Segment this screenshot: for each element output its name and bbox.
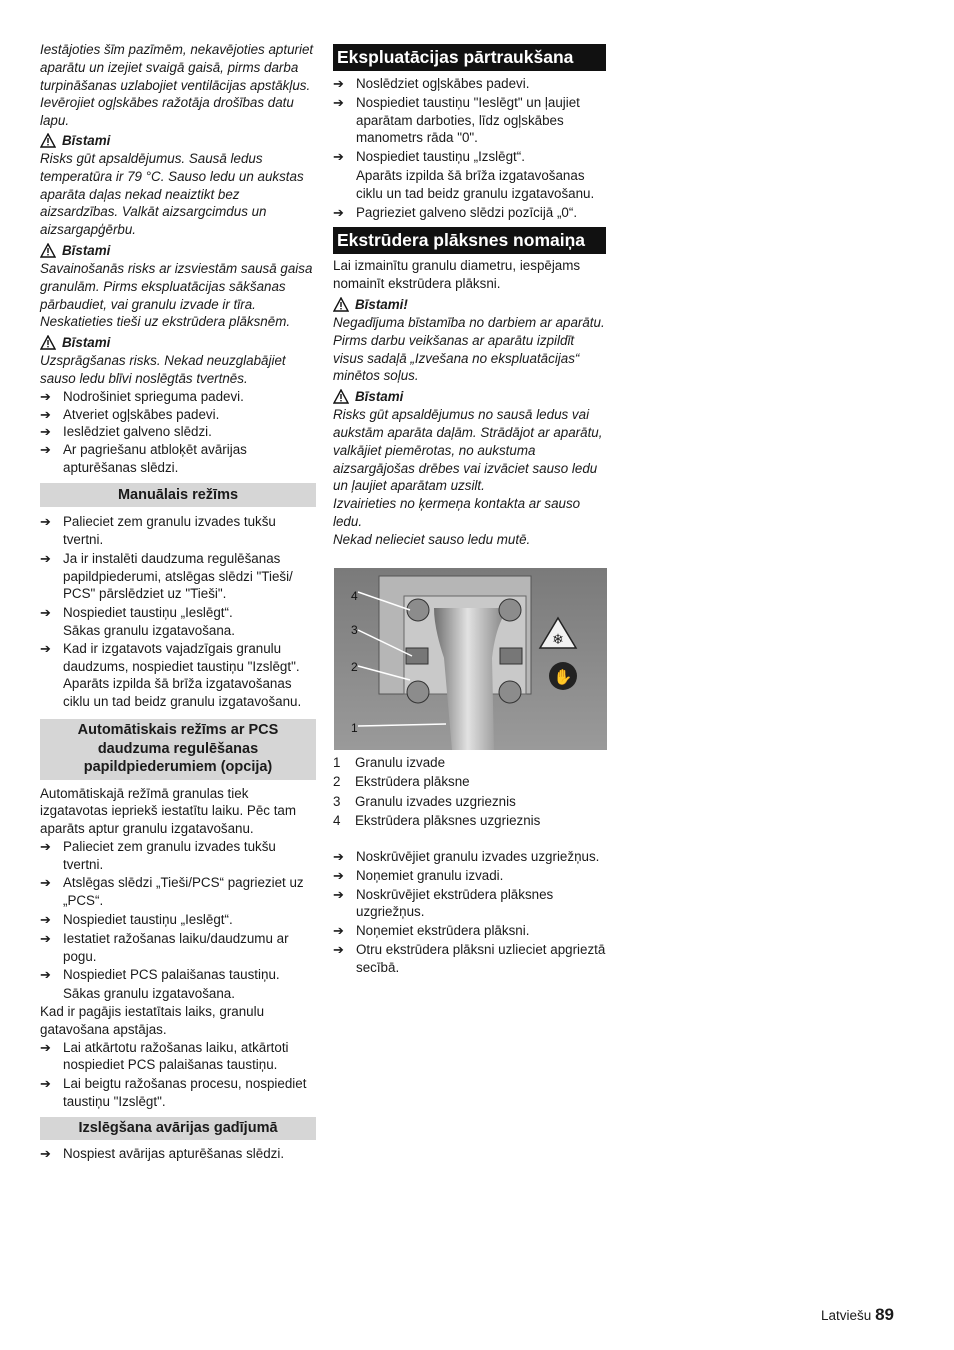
right-column (333, 0, 608, 549)
list-item: ➔ Noņemiet granulu izvadi. (333, 867, 504, 883)
warning-heading (40, 131, 316, 150)
list-item: ➔ Atslēgas slēdzi „Tieši/PCS“ pagrieziet uz „PCS“. (40, 875, 304, 909)
list-item: ➔ Nospiediet PCS palaišanas taustiņu. (40, 967, 280, 983)
intro-paragraph-2: Ievērojiet ogļskābes ražotāja drošības datu lapu. (40, 95, 294, 129)
page-number: 89 (875, 1305, 894, 1324)
warning-text-3: Nekad nelieciet sauso ledu mutē. (333, 531, 531, 547)
list-item: ➔ Atveriet ogļskābes padevi. (40, 406, 220, 422)
list-item: ➔ Noskrūvējiet granulu izvades uzgriežņus. (333, 849, 600, 864)
list-item: ➔ Noņemiet ekstrūdera plāksni. (333, 923, 530, 939)
warning-label: Bīstami! (355, 296, 408, 312)
warning-triangle-icon (333, 297, 349, 312)
arrow-right-icon: ➔ (333, 149, 344, 165)
list-item: ➔ Lai beigtu ražošanas procesu, nospiediet taustiņu "Izslēgt". (40, 1076, 307, 1110)
warning-text: Risks gūt apsaldējumus no sausā ledus vai aukstām aparāta daļām. Strādājot ar aparātu, valkājiet piemērotas, no aukstuma aizsargājošas drēbes vai izvāciet sauso ledu un ļaujiet aparātam uzsilt. (333, 407, 603, 494)
callout-2: 2 (351, 660, 358, 674)
warning-text: Negadījuma bīstamība no darbiem ar aparātu. Pirms darbu veikšanas ar aparātu izpildīt visus sadaļā „Izvešana no ekspluatācijas“ minētos soļus. (333, 314, 605, 384)
arrow-right-icon: ➔ (333, 204, 344, 220)
callout-4: 4 (351, 589, 358, 603)
warning-heading (40, 241, 316, 260)
callout-3: 3 (351, 623, 358, 637)
arrow-right-icon: ➔ (333, 849, 344, 864)
replacement-steps (333, 848, 608, 977)
legend-item: 2 Ekstrūdera plāksne (333, 774, 470, 790)
arrow-right-icon: ➔ (333, 76, 344, 91)
warning-label: Bīstami (62, 242, 111, 258)
list-item: ➔ Noslēdziet ogļskābes padevi. (333, 76, 530, 91)
photo-legend (333, 753, 608, 831)
list-item: ➔ Nospiediet taustiņu "Ieslēgt" un ļaujiet aparātam darboties, līdz ogļskābes manometrs rāda "0". (333, 94, 580, 146)
warning-triangle-icon (333, 389, 349, 404)
arrow-right-icon: ➔ (333, 886, 344, 902)
warning-text-2: Izvairieties no ķermeņa kontakta ar sauso ledu. (333, 496, 581, 529)
arrow-right-icon: ➔ (40, 912, 51, 928)
warning-heading (40, 333, 316, 352)
list-item: ➔ Ar pagriešanu atbloķēt avārijas apturēšanas slēdzi. (40, 442, 247, 475)
warning-label: Bīstami (355, 389, 404, 405)
arrow-right-icon: ➔ (333, 923, 344, 939)
list-item: ➔ Palieciet zem granulu izvades tukšu tvertni. (40, 838, 276, 872)
warning-label: Bīstami (62, 335, 111, 351)
legend-item: 1 Granulu izvade (333, 755, 446, 770)
arrow-right-icon: ➔ (40, 1146, 51, 1162)
result-note: Sākas granulu izgatavošana. (63, 986, 235, 1002)
list-item: ➔ Palieciet zem granulu izvades tukšu tvertni. (40, 514, 276, 548)
svg-text:❄: ❄ (552, 632, 564, 648)
legend-item: 3 Granulu izvades uzgrieznis (333, 793, 516, 809)
list-item: ➔ Ieslēdziet galveno slēdzi. (40, 424, 212, 440)
arrow-right-icon: ➔ (40, 1076, 51, 1092)
arrow-right-icon: ➔ (40, 640, 51, 656)
arrow-right-icon: ➔ (40, 967, 51, 983)
arrow-right-icon: ➔ (40, 605, 51, 621)
arrow-right-icon: ➔ (40, 875, 51, 891)
callout-1: 1 (351, 721, 358, 735)
arrow-right-icon: ➔ (40, 424, 51, 440)
arrow-right-icon: ➔ (40, 406, 51, 422)
result-note: Aparāts izpilda šā brīža izgatavošanas ciklu un tad beidz granulu izgatavošanu. (63, 676, 302, 710)
warning-text: Uzsprāgšanas risks. Nekad neuzglabājiet sauso ledu blīvi noslēgtās tvertnēs. (40, 353, 286, 386)
section-heading-manual: Manuālais režīms (40, 483, 316, 508)
arrow-right-icon: ➔ (40, 514, 51, 530)
arrow-right-icon: ➔ (40, 1039, 51, 1055)
auto-paragraph: Automātiskajā režīmā granulas tiek izgatavotas iepriekš iestatītu laiku. Pēc tam aparāts aptur granulu izgatavošanu. (40, 785, 297, 837)
list-item: ➔ Nodrošiniet sprieguma padevi. (40, 388, 244, 404)
section-heading-emergency: Izslēgšana avārijas gadījumā (40, 1117, 316, 1141)
extruder-photo (334, 568, 607, 750)
footer-language: Latviešu (821, 1308, 872, 1323)
arrow-right-icon: ➔ (40, 388, 51, 404)
warning-text: Risks gūt apsaldējumus. Sausā ledus temperatūra ir 79 °C. Sauso ledu un aukstas aparāta daļas nekad neaiztikt bez aizsardzības. Valkāt aizsargcimdus un aizsargapģērbu. (40, 150, 304, 238)
list-item: ➔ Otru ekstrūdera plāksni uzlieciet apgrieztā secībā. (333, 941, 606, 975)
arrow-right-icon: ➔ (40, 838, 51, 854)
list-item: ➔ Nospiediet taustiņu „Ieslēgt“. (40, 605, 233, 621)
list-item: ➔ Nospiediet taustiņu „Ieslēgt“. (40, 912, 233, 928)
list-item: ➔ Nospiediet taustiņu „Izslēgt“. (333, 149, 525, 165)
warning-heading (333, 387, 608, 406)
section-heading-extruder: Ekstrūdera plāksnes nomaiņa (333, 227, 606, 254)
result-note: Sākas granulu izgatavošana. (63, 623, 235, 639)
arrow-right-icon: ➔ (40, 442, 51, 458)
auto-paragraph-2: Kad ir pagājis iestatītais laiks, granulu gatavošana apstājas. (40, 1004, 265, 1037)
extruder-photo-drawing (334, 568, 607, 750)
list-item: ➔ Iestatiet ražošanas laiku/daudzumu ar pogu. (40, 930, 289, 964)
svg-text:✋: ✋ (553, 668, 573, 686)
list-item: ➔ Ja ir instalēti daudzuma regulēšanas papildpiederumi, atslēgas slēdzi "Tieši/ PCS" pārslēdziet uz "Tieši". (40, 550, 293, 602)
left-column (40, 0, 316, 1163)
arrow-right-icon: ➔ (333, 94, 344, 110)
section-heading-decommission: Ekspluatācijas pārtraukšana (333, 44, 606, 71)
warning-triangle-icon (40, 243, 56, 258)
warning-triangle-icon (40, 335, 56, 350)
warning-text: Savainošanās risks ar izsviestām sausā gaisa granulām. Pirms ekspluatācijas sākšanas pārbaudiet, vai granulu izvade ir tīra. Neskatieties tieši uz ekstrūdera plāksnēm. (40, 260, 313, 330)
arrow-right-icon: ➔ (333, 941, 344, 957)
extruder-paragraph: Lai izmainītu granulu diametru, iespējams nomainīt ekstrūdera plāksni. (333, 258, 581, 292)
list-item: ➔ Kad ir izgatavots vajadzīgais granulu daudzums, nospiediet taustiņu "Izslēgt". (40, 640, 300, 674)
warning-label: Bīstami (62, 132, 111, 148)
intro-paragraph: Iestājoties šīm pazīmēm, nekavējoties apturiet aparātu un izejiet svaigā gaisā, pirms darba turpināšanas uzlabojiet ventilācijas apstākļus. (40, 42, 314, 93)
section-heading-auto: Automātiskais režīms ar PCS daudzuma regulēšanas papildpiederumiem (opcija) (40, 719, 316, 780)
page-footer (821, 1305, 894, 1325)
result-note: Aparāts izpilda šā brīža izgatavošanas ciklu un tad beidz granulu izgatavošanu. (356, 167, 595, 201)
list-item: ➔ Lai atkārtotu ražošanas laiku, atkārtoti nospiediet PCS palaišanas taustiņu. (40, 1039, 289, 1073)
arrow-right-icon: ➔ (333, 867, 344, 883)
warning-heading (333, 295, 608, 314)
arrow-right-icon: ➔ (40, 550, 51, 566)
list-item: ➔ Pagrieziet galveno slēdzi pozīcijā „0“. (333, 204, 578, 220)
warning-triangle-icon (40, 133, 56, 148)
list-item: ➔ Noskrūvējiet ekstrūdera plāksnes uzgriežņus. (333, 886, 554, 920)
legend-item: 4 Ekstrūdera plāksnes uzgrieznis (333, 813, 541, 829)
list-item: ➔ Nospiest avārijas apturēšanas slēdzi. (40, 1146, 285, 1162)
arrow-right-icon: ➔ (40, 930, 51, 946)
